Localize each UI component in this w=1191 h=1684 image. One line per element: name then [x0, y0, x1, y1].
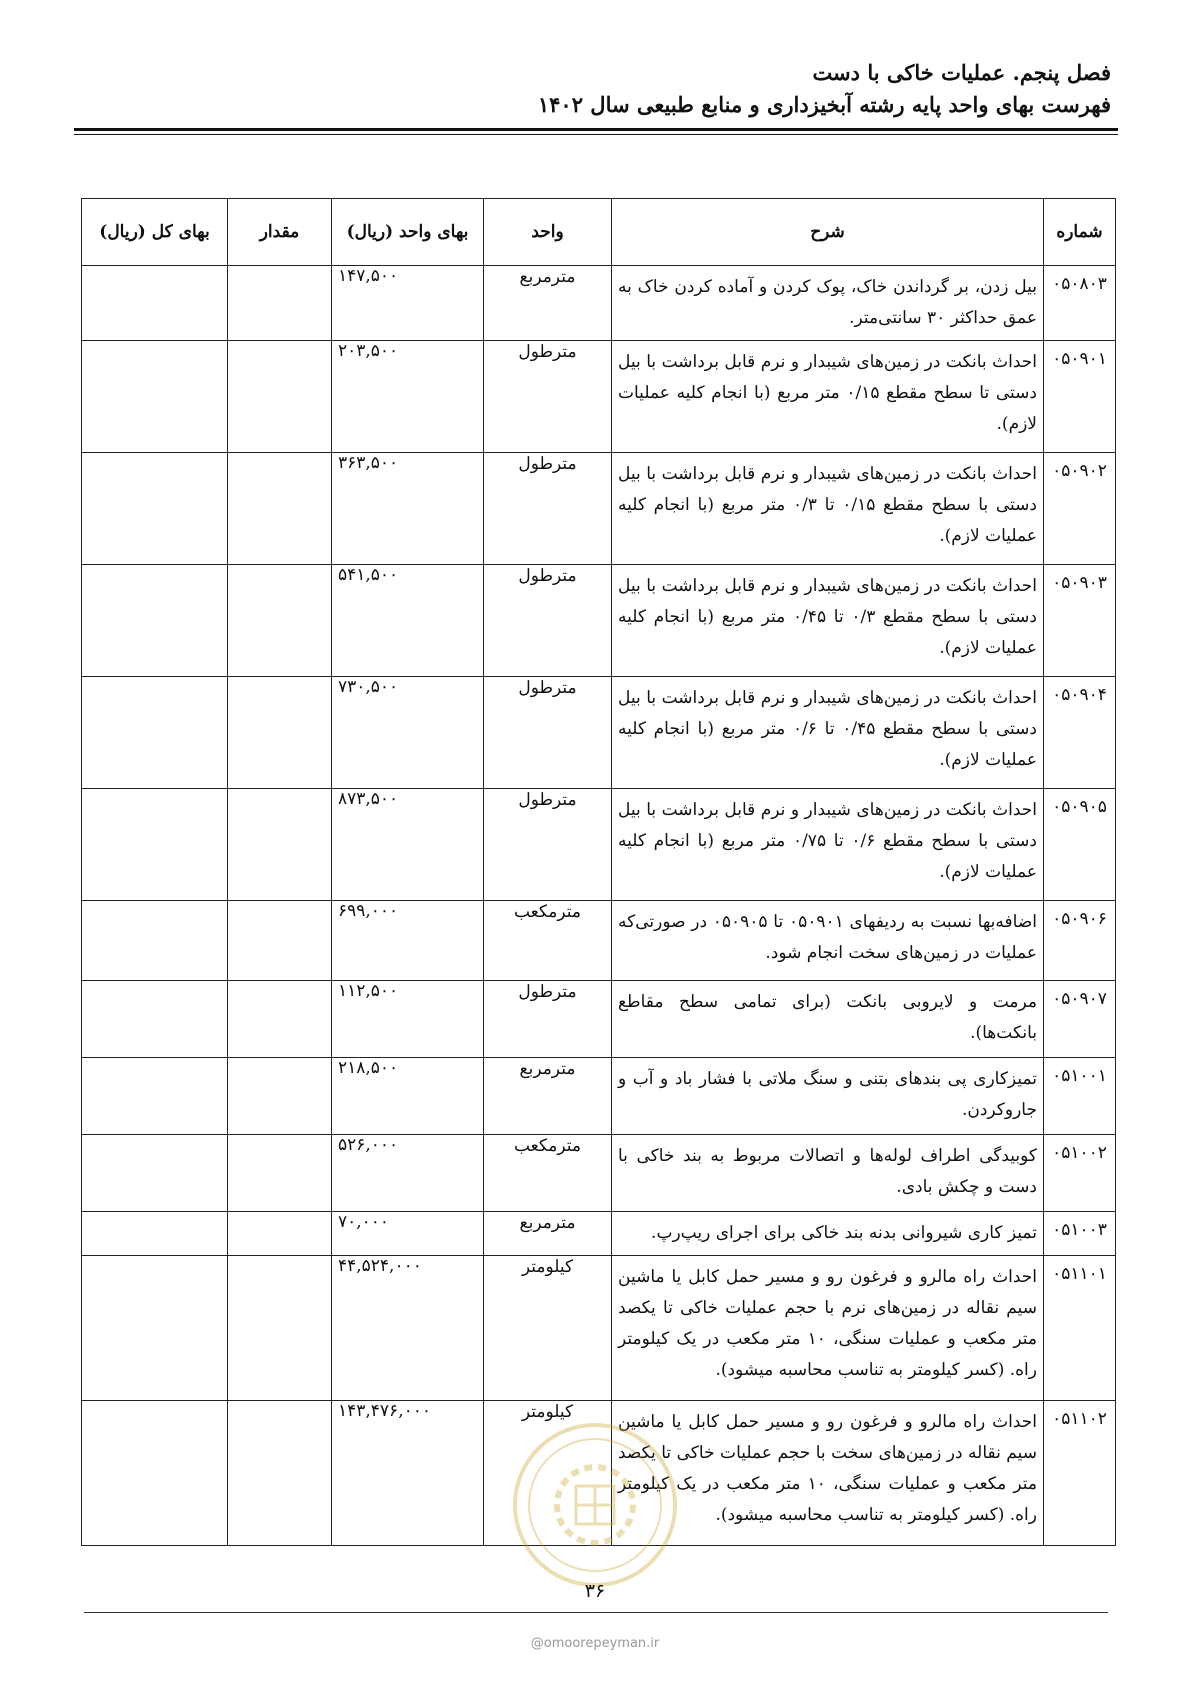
header-rule-thin [74, 134, 1118, 135]
item-description: مرمت و لایروبی بانکت (برای تمامی سطح مقاطع بانکت‌ها). [612, 981, 1044, 1058]
item-unit: کیلومتر [484, 1401, 612, 1546]
item-code: ۰۵۰۹۰۴ [1044, 677, 1116, 789]
item-quantity [228, 565, 332, 677]
item-unit: مترمربع [484, 266, 612, 341]
item-quantity [228, 1135, 332, 1212]
item-quantity [228, 901, 332, 981]
item-unit: مترطول [484, 789, 612, 901]
item-description: تمیزکاری پی بندهای بتنی و سنگ ملاتی با فشار باد و آب و جاروکردن. [612, 1058, 1044, 1135]
page-number: ۳۶ [584, 1580, 606, 1602]
column-header-quantity: مقدار [228, 199, 332, 266]
item-unit-price: ۷۰,۰۰۰ [332, 1212, 484, 1256]
item-unit-price: ۸۷۳,۵۰۰ [332, 789, 484, 901]
item-unit: مترطول [484, 565, 612, 677]
item-unit: مترطول [484, 453, 612, 565]
item-total-price [82, 565, 228, 677]
item-unit-price: ۲۱۸,۵۰۰ [332, 1058, 484, 1135]
item-unit-price: ۵۲۶,۰۰۰ [332, 1135, 484, 1212]
table-row [82, 789, 1116, 901]
item-unit: مترمکعب [484, 901, 612, 981]
table-row [82, 453, 1116, 565]
item-unit-price: ۲۰۳,۵۰۰ [332, 341, 484, 453]
item-description: کوبیدگی اطراف لوله‌ها و اتصالات مربوط به بند خاکی با دست و چکش بادی. [612, 1135, 1044, 1212]
item-code: ۰۵۰۹۰۳ [1044, 565, 1116, 677]
table-row [82, 1256, 1116, 1401]
item-unit: مترمربع [484, 1058, 612, 1135]
page-header [71, 58, 1111, 122]
item-quantity [228, 453, 332, 565]
item-code: ۰۵۰۸۰۳ [1044, 266, 1116, 341]
column-header-description: شرح [612, 199, 1044, 266]
item-unit-price: ۶۹۹,۰۰۰ [332, 901, 484, 981]
document-subtitle: فهرست بهای واحد پایه رشته آبخیزداری و منابع طبیعی سال ۱۴۰۲ [537, 92, 1111, 117]
item-unit-price: ۴۴,۵۲۴,۰۰۰ [332, 1256, 484, 1401]
table-row [82, 266, 1116, 341]
item-quantity [228, 1212, 332, 1256]
item-unit: مترمکعب [484, 1135, 612, 1212]
item-code: ۰۵۱۰۰۱ [1044, 1058, 1116, 1135]
table-row [82, 341, 1116, 453]
item-unit: مترطول [484, 677, 612, 789]
item-unit-price: ۵۴۱,۵۰۰ [332, 565, 484, 677]
header-rule-thick [74, 128, 1118, 131]
item-quantity [228, 981, 332, 1058]
item-total-price [82, 677, 228, 789]
item-total-price [82, 1212, 228, 1256]
item-description: احداث بانکت در زمین‌های شیبدار و نرم قابل برداشت با بیل دستی تا سطح مقطع ۰/۱۵ متر مربع (با انجام کلیه عملیات لازم). [612, 341, 1044, 453]
item-quantity [228, 677, 332, 789]
item-total-price [82, 1135, 228, 1212]
item-total-price [82, 341, 228, 453]
item-description: احداث بانکت در زمین‌های شیبدار و نرم قابل برداشت با بیل دستی با سطح مقطع ۰/۶ تا ۰/۷۵ متر مربع (با انجام کلیه عملیات لازم). [612, 789, 1044, 901]
item-total-price [82, 981, 228, 1058]
item-unit-price: ۱۱۲,۵۰۰ [332, 981, 484, 1058]
table-row [82, 565, 1116, 677]
item-description: احداث بانکت در زمین‌های شیبدار و نرم قابل برداشت با بیل دستی با سطح مقطع ۰/۱۵ تا ۰/۳ متر مربع (با انجام کلیه عملیات لازم). [612, 453, 1044, 565]
website-watermark: @omoorepeyman.ir [530, 1636, 660, 1651]
column-header-code: شماره [1044, 199, 1116, 266]
chapter-title: فصل پنجم. عملیات خاکی با دست [812, 60, 1111, 85]
item-description: احداث راه مالرو و فرغون رو و مسیر حمل کابل یا ماشین سیم نقاله در زمین‌های سخت با حجم عملیات خاکی تا یکصد متر مکعب و عملیات سنگی، ۱۰ متر مکعب در یک کیلومتر راه. (کسر کیلومتر به تناسب محاسبه میشود). [612, 1401, 1044, 1546]
item-description: بیل زدن، بر گرداندن خاک، پوک کردن و آماده کردن خاک به عمق حداکثر ۳۰ سانتی‌متر. [612, 266, 1044, 341]
item-description: احداث راه مالرو و فرغون رو و مسیر حمل کابل یا ماشین سیم نقاله در زمین‌های نرم با حجم عملیات خاکی تا یکصد متر مکعب و عملیات سنگی، ۱۰ متر مکعب در یک کیلومتر راه. (کسر کیلومتر به تناسب محاسبه میشود). [612, 1256, 1044, 1401]
item-description: تمیز کاری شیروانی بدنه بند خاکی برای اجرای ریپ‌رپ. [612, 1212, 1044, 1256]
item-quantity [228, 1401, 332, 1546]
footer-rule [84, 1612, 1108, 1613]
item-code: ۰۵۰۹۰۱ [1044, 341, 1116, 453]
item-description: احداث بانکت در زمین‌های شیبدار و نرم قابل برداشت با بیل دستی با سطح مقطع ۰/۴۵ تا ۰/۶ متر مربع (با انجام کلیه عملیات لازم). [612, 677, 1044, 789]
item-quantity [228, 789, 332, 901]
item-unit: کیلومتر [484, 1256, 612, 1401]
item-total-price [82, 266, 228, 341]
item-code: ۰۵۰۹۰۶ [1044, 901, 1116, 981]
item-quantity [228, 1058, 332, 1135]
table-row [82, 1135, 1116, 1212]
item-unit-price: ۱۴۳,۴۷۶,۰۰۰ [332, 1401, 484, 1546]
column-header-unit-price: بهای واحد (ریال) [332, 199, 484, 266]
table-header-row [82, 199, 1116, 266]
item-code: ۰۵۰۹۰۷ [1044, 981, 1116, 1058]
item-code: ۰۵۱۰۰۲ [1044, 1135, 1116, 1212]
item-unit-price: ۷۳۰,۵۰۰ [332, 677, 484, 789]
item-code: ۰۵۰۹۰۵ [1044, 789, 1116, 901]
table-row [82, 1212, 1116, 1256]
column-header-unit: واحد [484, 199, 612, 266]
column-header-total-price: بهای کل (ریال) [82, 199, 228, 266]
item-code: ۰۵۰۹۰۲ [1044, 453, 1116, 565]
item-description: اضافه‌بها نسبت به ردیفهای ۰۵۰۹۰۱ تا ۰۵۰۹۰۵ در صورتی‌که عملیات در زمین‌های سخت انجام شود. [612, 901, 1044, 981]
item-description: احداث بانکت در زمین‌های شیبدار و نرم قابل برداشت با بیل دستی با سطح مقطع ۰/۳ تا ۰/۴۵ متر مربع (با انجام کلیه عملیات لازم). [612, 565, 1044, 677]
item-total-price [82, 453, 228, 565]
table-row [82, 901, 1116, 981]
item-total-price [82, 1256, 228, 1401]
item-quantity [228, 341, 332, 453]
item-total-price [82, 901, 228, 981]
item-code: ۰۵۱۱۰۱ [1044, 1256, 1116, 1401]
item-unit: مترطول [484, 341, 612, 453]
item-total-price [82, 789, 228, 901]
item-total-price [82, 1058, 228, 1135]
price-list-table [81, 198, 1116, 1546]
item-unit: مترمربع [484, 1212, 612, 1256]
item-quantity [228, 1256, 332, 1401]
item-quantity [228, 266, 332, 341]
watermark-seal-icon [510, 1420, 680, 1590]
table-row [82, 981, 1116, 1058]
item-unit-price: ۱۴۷,۵۰۰ [332, 266, 484, 341]
item-code: ۰۵۱۱۰۲ [1044, 1401, 1116, 1546]
item-unit-price: ۳۶۳,۵۰۰ [332, 453, 484, 565]
item-total-price [82, 1401, 228, 1546]
item-code: ۰۵۱۰۰۳ [1044, 1212, 1116, 1256]
table-row [82, 1058, 1116, 1135]
table-row [82, 677, 1116, 789]
item-unit: مترطول [484, 981, 612, 1058]
